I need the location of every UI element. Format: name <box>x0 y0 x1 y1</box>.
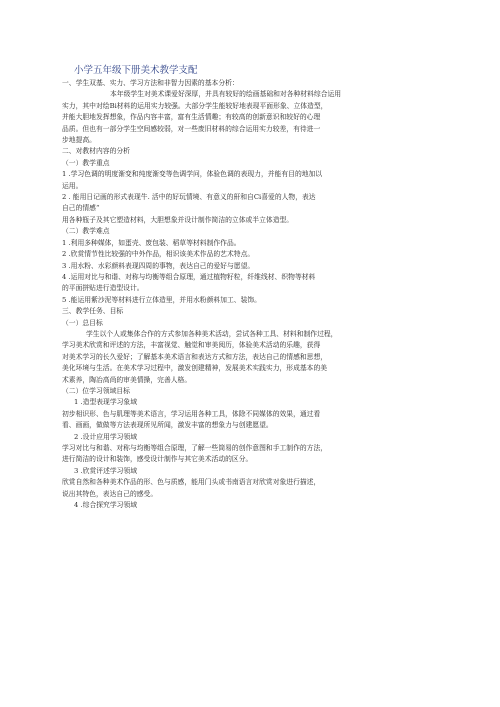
text-line: 进行简洁的设计和装饰，感受设计制作与其它美术活动的区分。 <box>62 455 253 464</box>
text-line: 2 . 能用日记画的形式表现牛. 活中的好玩情境、有意义的鼾和自Ci喜爱的人物，表达 <box>62 193 316 202</box>
text-line: 说出其特色，表达自己的感受。 <box>62 489 158 498</box>
text-line: 5 .能运用紫沙泥等材料进行立体造里，并用水粉颜料加工、装饰。 <box>62 295 261 304</box>
text-line: 对美术学习的长久爱好；了解基本美术语言和表达方式和方法，表达自己的情感和思想， <box>62 352 328 361</box>
text-line: 本年级学生对美术课爱好深厚，并具有较好的绘画基础和对各种材料综合运用 <box>110 90 342 99</box>
text-line: 美化环境与生活。在美术学习过程中，激发创建精神，发展美术实践实力，形成基本的美 <box>62 364 328 373</box>
document-page <box>62 64 434 511</box>
text-line: 4 .综合探究学习领域 <box>74 501 138 510</box>
text-line: 3 .欣赏评述学习领域 <box>74 466 138 475</box>
text-line: （一）总目标 <box>62 318 103 327</box>
text-line: 运用。 <box>62 181 83 190</box>
text-line: 一、学生双基、实力、学习方法和非智力因素的基本分析： <box>62 79 239 87</box>
text-line: （二）教学难点 <box>62 227 110 236</box>
text-line: 3 .用水粉、水彩颜料表现四周的事物，表达自己的爱好与愿望。 <box>62 261 255 270</box>
text-line: 术素养，陶冶高尚的审美情操，完善人格。 <box>62 375 192 384</box>
text-line: 用各种瓶子及其它塑造材料，大胆想象并设计制作简洁的立体或半立体造型。 <box>62 215 294 224</box>
text-line: 2 .设计应用学习领域 <box>74 432 138 441</box>
document-title: 小学五年级下册美术教学支配 <box>74 65 198 76</box>
text-line: 学生以个人或集体合作的方式参加各种美术活动，尝试各种工具、材料和制作过程， <box>86 329 338 338</box>
text-line: 1 .学习色调的明度渐变和纯度渐变等色调学问，体验色调的表现力，并能有目的地加以 <box>62 170 323 179</box>
text-line: 1 .利用多种媒体，如蛋壳、废包装、稻草等材料制作作品。 <box>62 238 241 247</box>
text-line: 看、画画，做做等方法表现所见所闻，激发丰富的想象力与创建愿望。 <box>62 421 273 430</box>
text-line: 品质。但也有一部分学生空间感较弱，对一些废旧材料的综合运用实力较差，有待进一 <box>62 124 321 133</box>
text-line: 2 .欣赏情节性比较强的中外作品，相识该美术作品的艺术特点。 <box>62 250 255 259</box>
text-line: 1 .造型表现学习象域 <box>74 398 138 407</box>
text-line: 学习美术欣赏和评述的方法，丰富视觉、触觉和审美阅历，体验美术活动的乐趣，获得 <box>62 341 321 350</box>
text-line: 并能大胆地发挥想象，作品内容丰富，富有生活情趣；有较高的创新意识和较好的心理 <box>62 113 321 122</box>
text-line: （一）教学重点 <box>62 158 110 167</box>
text-line: 二、对教材内容的分析 <box>62 147 130 156</box>
text-line: 欣赏自然和各种美术作品的形、色与质感，能用门头或书南语言对欣赏对象进行描述， <box>62 478 321 487</box>
text-line: 三、教学任务、目标 <box>62 307 124 316</box>
text-line: 实力，其中对绘Bi材料的运用实力较强。大部分学生能较好地表现平面形象、立体造型， <box>62 101 328 110</box>
text-line: 4 .运用对比与和谐、对称与均衡等组合原理，通过植物籽粒，纤维线材、织物等材料 <box>62 272 316 281</box>
text-line: 初步相识形、色与肌理等美术语言，学习运用各种工具，体除不同媒体的效果，通过看 <box>62 409 321 418</box>
text-line: 自己的情感“ <box>62 204 100 213</box>
text-line: （二）位学习领域目标 <box>62 386 130 395</box>
document-body <box>62 78 434 511</box>
text-line: 的平面拼贴进行造型设计。 <box>62 284 144 293</box>
text-line: 学习对比与和谐、对称与均衡等组合原理，了解一些筒易的创作意图和手工制作的方法， <box>62 444 328 452</box>
text-line: 步地提高。 <box>62 136 96 145</box>
